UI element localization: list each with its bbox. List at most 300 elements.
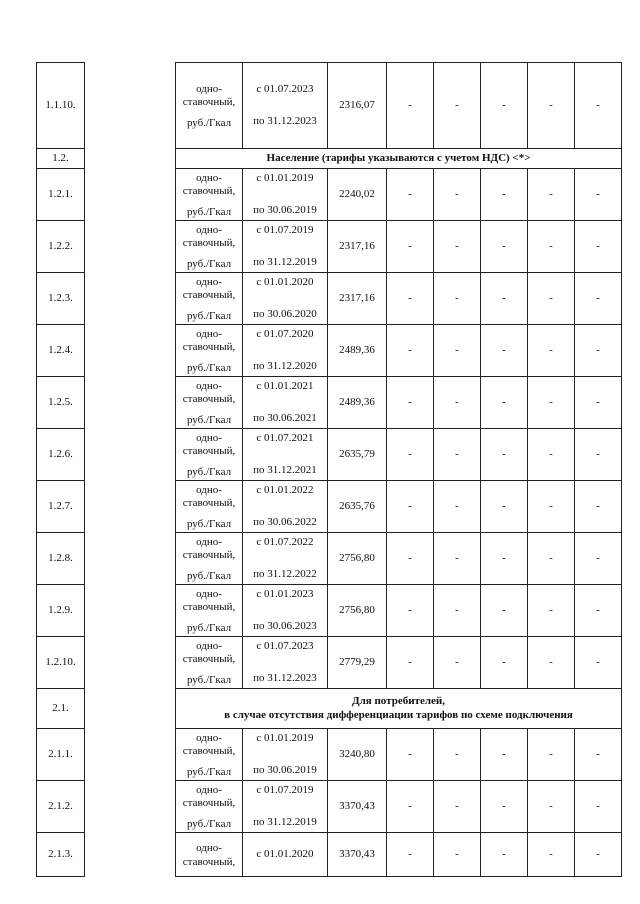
- tariff-value: [328, 221, 387, 273]
- dash: -: [549, 551, 553, 564]
- dash: -: [502, 655, 506, 668]
- blank-cell: [85, 781, 176, 833]
- unit-cell: [176, 481, 243, 533]
- dash: -: [455, 343, 459, 356]
- dash: -: [408, 395, 412, 408]
- unit-cell: [176, 221, 243, 273]
- dash: -: [502, 499, 506, 512]
- tariff-value-text: 2756,80: [339, 551, 375, 564]
- empty-cell: [528, 273, 575, 325]
- dash: -: [596, 343, 600, 356]
- tariff-value-text: 2240,02: [339, 187, 375, 200]
- section-title-line: Население (тарифы указываются с учетом НДС) <*>: [266, 151, 531, 164]
- tariff-value-text: 2635,79: [339, 447, 375, 460]
- period-from: с 01.07.2022: [256, 536, 314, 549]
- empty-cell: [481, 833, 528, 877]
- unit-cell: [176, 833, 243, 877]
- row-number-text: 1.2.3.: [48, 291, 73, 304]
- unit-line-1: одно-: [196, 379, 222, 392]
- unit-line-2: ставочный,: [182, 95, 236, 108]
- dash: -: [408, 291, 412, 304]
- row-number: [37, 273, 85, 325]
- unit-line-3: руб./Гкал: [186, 362, 232, 375]
- empty-cell: [575, 429, 622, 481]
- row-number-text: 1.2.6.: [48, 447, 73, 460]
- period-from: с 01.07.2021: [256, 432, 314, 445]
- row-number: [37, 325, 85, 377]
- row-number-text: 2.1.3.: [48, 847, 73, 860]
- blank-cell: [85, 833, 176, 877]
- period-from: с 01.07.2019: [256, 224, 314, 237]
- dash: -: [408, 551, 412, 564]
- empty-cell: [528, 533, 575, 585]
- dash: -: [549, 655, 553, 668]
- empty-cell: [528, 169, 575, 221]
- table-row: [37, 221, 622, 273]
- section-title: [176, 689, 622, 729]
- empty-cell: [481, 169, 528, 221]
- table-row: [37, 481, 622, 533]
- blank-cell: [85, 637, 176, 689]
- unit-line-1: одно-: [196, 731, 222, 744]
- row-number: [37, 585, 85, 637]
- dash: -: [549, 799, 553, 812]
- period-to: по 31.12.2019: [253, 815, 317, 828]
- row-number: [37, 63, 85, 149]
- dash: -: [549, 291, 553, 304]
- period-to: по 31.12.2019: [253, 255, 317, 268]
- dash: -: [549, 239, 553, 252]
- empty-cell: [528, 585, 575, 637]
- dash: -: [408, 747, 412, 760]
- empty-cell: [387, 585, 434, 637]
- row-number-text: 1.2.7.: [48, 499, 73, 512]
- unit-line-3: руб./Гкал: [186, 674, 232, 687]
- period-from: с 01.01.2019: [256, 732, 314, 745]
- period-to: по 31.12.2021: [253, 463, 317, 476]
- table-row: [37, 637, 622, 689]
- row-number: [37, 533, 85, 585]
- unit-cell: [176, 429, 243, 481]
- tariff-value-text: 2756,80: [339, 603, 375, 616]
- dash: -: [408, 187, 412, 200]
- dash: -: [596, 187, 600, 200]
- dash: -: [408, 499, 412, 512]
- tariff-value-text: 2779,29: [339, 655, 375, 668]
- period-cell: [243, 781, 328, 833]
- empty-cell: [481, 273, 528, 325]
- empty-cell: [434, 221, 481, 273]
- row-number-text: 1.2.9.: [48, 603, 73, 616]
- dash: -: [502, 187, 506, 200]
- row-number: [37, 833, 85, 877]
- dash: -: [408, 655, 412, 668]
- dash: -: [596, 603, 600, 616]
- section-row: [37, 149, 622, 169]
- blank-cell: [85, 429, 176, 481]
- dash: -: [455, 499, 459, 512]
- blank-cell: [85, 481, 176, 533]
- unit-line-1: одно-: [196, 783, 222, 796]
- unit-line-2: ставочный,: [182, 600, 236, 613]
- row-number-text: 1.2.1.: [48, 187, 73, 200]
- empty-cell: [387, 481, 434, 533]
- table-row: [37, 781, 622, 833]
- dash: -: [455, 603, 459, 616]
- period-to: по 31.12.2023: [253, 671, 317, 684]
- empty-cell: [387, 377, 434, 429]
- period-to: по 30.06.2020: [253, 307, 317, 320]
- empty-cell: [575, 377, 622, 429]
- empty-cell: [387, 325, 434, 377]
- empty-cell: [481, 63, 528, 149]
- row-number-text: 1.2.8.: [48, 551, 73, 564]
- dash: -: [502, 847, 506, 860]
- dash: -: [455, 187, 459, 200]
- dash: -: [502, 98, 506, 111]
- table-row: [37, 585, 622, 637]
- blank-cell: [85, 273, 176, 325]
- empty-cell: [434, 637, 481, 689]
- empty-cell: [575, 169, 622, 221]
- empty-cell: [528, 63, 575, 149]
- row-number-text: 1.2.5.: [48, 395, 73, 408]
- empty-cell: [387, 169, 434, 221]
- blank-cell: [85, 63, 176, 149]
- dash: -: [549, 747, 553, 760]
- row-number: [37, 637, 85, 689]
- empty-cell: [434, 533, 481, 585]
- period-to: по 30.06.2023: [253, 619, 317, 632]
- period-to: по 30.06.2019: [253, 763, 317, 776]
- empty-cell: [528, 637, 575, 689]
- dash: -: [596, 395, 600, 408]
- row-number: [37, 221, 85, 273]
- period-to: по 31.12.2023: [253, 114, 317, 127]
- blank-cell: [85, 325, 176, 377]
- empty-cell: [434, 169, 481, 221]
- period-from: с 01.07.2019: [256, 784, 314, 797]
- unit-line-3: руб./Гкал: [186, 466, 232, 479]
- unit-line-3: руб./Гкал: [186, 570, 232, 583]
- dash: -: [408, 847, 412, 860]
- row-number-text: 1.2.4.: [48, 343, 73, 356]
- tariff-value-text: 2317,16: [339, 239, 375, 252]
- dash: -: [596, 747, 600, 760]
- empty-cell: [434, 781, 481, 833]
- unit-line-1: одно-: [196, 535, 222, 548]
- dash: -: [549, 603, 553, 616]
- section-number-text: 1.2.: [52, 151, 69, 164]
- dash: -: [549, 847, 553, 860]
- period-to: по 30.06.2019: [253, 203, 317, 216]
- section-title-line: в случае отсутствия дифференциации тарифов по схеме подключения: [224, 708, 573, 721]
- row-number: [37, 377, 85, 429]
- dash: -: [408, 239, 412, 252]
- empty-cell: [575, 833, 622, 877]
- row-number-text: 1.2.10.: [45, 655, 76, 668]
- unit-line-3: руб./Гкал: [186, 414, 232, 427]
- unit-line-2: ставочный,: [182, 184, 236, 197]
- section-title-line: Для потребителей,: [352, 695, 445, 708]
- dash: -: [596, 239, 600, 252]
- blank-cell: [85, 729, 176, 781]
- unit-line-1: одно-: [196, 327, 222, 340]
- dash: -: [502, 603, 506, 616]
- dash: -: [502, 343, 506, 356]
- table-row: [37, 429, 622, 481]
- unit-line-1: одно-: [196, 587, 222, 600]
- unit-cell: [176, 533, 243, 585]
- unit-cell: [176, 169, 243, 221]
- dash: -: [408, 343, 412, 356]
- row-number-text: 1.2.2.: [48, 239, 73, 252]
- dash: -: [549, 447, 553, 460]
- period-cell: [243, 429, 328, 481]
- empty-cell: [481, 729, 528, 781]
- dash: -: [408, 603, 412, 616]
- tariff-value-text: 2317,16: [339, 291, 375, 304]
- section-row: [37, 689, 622, 729]
- unit-cell: [176, 325, 243, 377]
- unit-line-1: одно-: [196, 171, 222, 184]
- empty-cell: [434, 481, 481, 533]
- empty-cell: [434, 377, 481, 429]
- unit-line-3: руб./Гкал: [186, 117, 232, 130]
- blank-cell: [85, 149, 176, 169]
- row-number: [37, 169, 85, 221]
- empty-cell: [575, 481, 622, 533]
- section-number: [37, 149, 85, 169]
- dash: -: [408, 98, 412, 111]
- unit-line-1: одно-: [196, 82, 222, 95]
- empty-cell: [434, 833, 481, 877]
- empty-cell: [528, 729, 575, 781]
- tariff-value-text: 3370,43: [339, 847, 375, 860]
- blank-cell: [85, 221, 176, 273]
- period-from: с 01.01.2022: [256, 484, 314, 497]
- empty-cell: [481, 781, 528, 833]
- unit-line-2: ставочный,: [182, 496, 236, 509]
- empty-cell: [387, 533, 434, 585]
- dash: -: [408, 799, 412, 812]
- unit-line-3: руб./Гкал: [186, 206, 232, 219]
- empty-cell: [387, 781, 434, 833]
- empty-cell: [481, 325, 528, 377]
- empty-cell: [434, 63, 481, 149]
- tariff-value-text: 3370,43: [339, 799, 375, 812]
- dash: -: [502, 747, 506, 760]
- unit-line-2: ставочный,: [182, 340, 236, 353]
- period-cell: [243, 63, 328, 149]
- tariff-value: [328, 63, 387, 149]
- empty-cell: [528, 781, 575, 833]
- empty-cell: [528, 325, 575, 377]
- row-number: [37, 481, 85, 533]
- tariff-value: [328, 169, 387, 221]
- empty-cell: [528, 377, 575, 429]
- dash: -: [455, 551, 459, 564]
- row-number-text: 2.1.1.: [48, 747, 73, 760]
- unit-line-2: ставочный,: [182, 392, 236, 405]
- unit-line-2: ставочный,: [182, 796, 236, 809]
- dash: -: [596, 799, 600, 812]
- empty-cell: [575, 781, 622, 833]
- period-cell: [243, 833, 328, 877]
- period-cell: [243, 729, 328, 781]
- table-row: [37, 729, 622, 781]
- dash: -: [502, 291, 506, 304]
- empty-cell: [575, 63, 622, 149]
- dash: -: [455, 395, 459, 408]
- dash: -: [549, 187, 553, 200]
- row-number-text: 1.1.10.: [45, 98, 76, 111]
- dash: -: [455, 799, 459, 812]
- empty-cell: [528, 221, 575, 273]
- unit-cell: [176, 729, 243, 781]
- period-to: по 30.06.2022: [253, 515, 317, 528]
- empty-cell: [434, 729, 481, 781]
- table-row: [37, 533, 622, 585]
- period-cell: [243, 533, 328, 585]
- dash: -: [455, 447, 459, 460]
- empty-cell: [575, 729, 622, 781]
- blank-cell: [85, 377, 176, 429]
- empty-cell: [387, 429, 434, 481]
- empty-cell: [387, 221, 434, 273]
- unit-cell: [176, 637, 243, 689]
- tariff-value-text: 2489,36: [339, 343, 375, 356]
- period-to: по 31.12.2020: [253, 359, 317, 372]
- row-number: [37, 729, 85, 781]
- dash: -: [502, 395, 506, 408]
- dash: -: [455, 239, 459, 252]
- period-from: с 01.07.2023: [256, 640, 314, 653]
- empty-cell: [481, 429, 528, 481]
- row-number: [37, 429, 85, 481]
- period-from: с 01.07.2020: [256, 328, 314, 341]
- period-cell: [243, 481, 328, 533]
- empty-cell: [575, 325, 622, 377]
- empty-cell: [434, 585, 481, 637]
- tariff-table: [36, 62, 622, 877]
- unit-line-3: руб./Гкал: [186, 258, 232, 271]
- dash: -: [455, 655, 459, 668]
- dash: -: [408, 447, 412, 460]
- empty-cell: [434, 429, 481, 481]
- section-number-text: 2.1.: [52, 701, 69, 714]
- unit-line-2: ставочный,: [182, 236, 236, 249]
- tariff-value: [328, 729, 387, 781]
- empty-cell: [481, 533, 528, 585]
- empty-cell: [481, 585, 528, 637]
- dash: -: [596, 98, 600, 111]
- empty-cell: [528, 429, 575, 481]
- unit-cell: [176, 781, 243, 833]
- unit-line-1: одно-: [196, 842, 222, 855]
- dash: -: [596, 447, 600, 460]
- tariff-value-text: 2316,07: [339, 98, 375, 111]
- empty-cell: [575, 273, 622, 325]
- dash: -: [502, 551, 506, 564]
- tariff-value: [328, 833, 387, 877]
- period-cell: [243, 273, 328, 325]
- dash: -: [455, 98, 459, 111]
- unit-cell: [176, 585, 243, 637]
- unit-line-3: руб./Гкал: [186, 818, 232, 831]
- period-to: по 30.06.2021: [253, 411, 317, 424]
- unit-line-3: руб./Гкал: [186, 766, 232, 779]
- unit-line-2: ставочный,: [182, 652, 236, 665]
- dash: -: [455, 747, 459, 760]
- empty-cell: [387, 63, 434, 149]
- table-row: [37, 273, 622, 325]
- row-number: [37, 781, 85, 833]
- tariff-value-text: 3240,80: [339, 747, 375, 760]
- unit-line-1: одно-: [196, 639, 222, 652]
- period-cell: [243, 637, 328, 689]
- empty-cell: [434, 273, 481, 325]
- blank-cell: [85, 585, 176, 637]
- unit-line-2: ставочный,: [182, 855, 236, 868]
- tariff-value: [328, 585, 387, 637]
- unit-line-2: ставочный,: [182, 444, 236, 457]
- dash: -: [596, 291, 600, 304]
- period-from: с 01.01.2020: [256, 847, 314, 860]
- period-cell: [243, 325, 328, 377]
- row-number-text: 2.1.2.: [48, 799, 73, 812]
- table-row: [37, 377, 622, 429]
- table-row: [37, 63, 622, 149]
- table-row: [37, 833, 622, 877]
- unit-line-1: одно-: [196, 223, 222, 236]
- empty-cell: [528, 481, 575, 533]
- dash: -: [596, 847, 600, 860]
- dash: -: [549, 343, 553, 356]
- tariff-value: [328, 781, 387, 833]
- period-from: с 01.01.2020: [256, 276, 314, 289]
- empty-cell: [528, 833, 575, 877]
- dash: -: [502, 239, 506, 252]
- period-cell: [243, 377, 328, 429]
- unit-line-3: руб./Гкал: [186, 518, 232, 531]
- tariff-value-text: 2489,36: [339, 395, 375, 408]
- dash: -: [596, 499, 600, 512]
- empty-cell: [575, 637, 622, 689]
- period-cell: [243, 585, 328, 637]
- empty-cell: [481, 221, 528, 273]
- unit-line-2: ставочный,: [182, 548, 236, 561]
- unit-line-2: ставочный,: [182, 288, 236, 301]
- unit-line-1: одно-: [196, 275, 222, 288]
- empty-cell: [481, 377, 528, 429]
- empty-cell: [387, 273, 434, 325]
- table-row: [37, 325, 622, 377]
- unit-cell: [176, 63, 243, 149]
- tariff-value: [328, 429, 387, 481]
- tariff-value-text: 2635,76: [339, 499, 375, 512]
- dash: -: [502, 447, 506, 460]
- blank-cell: [85, 689, 176, 729]
- tariff-value: [328, 481, 387, 533]
- period-cell: [243, 221, 328, 273]
- dash: -: [596, 551, 600, 564]
- dash: -: [549, 98, 553, 111]
- empty-cell: [387, 637, 434, 689]
- unit-line-1: одно-: [196, 483, 222, 496]
- empty-cell: [387, 833, 434, 877]
- blank-cell: [85, 533, 176, 585]
